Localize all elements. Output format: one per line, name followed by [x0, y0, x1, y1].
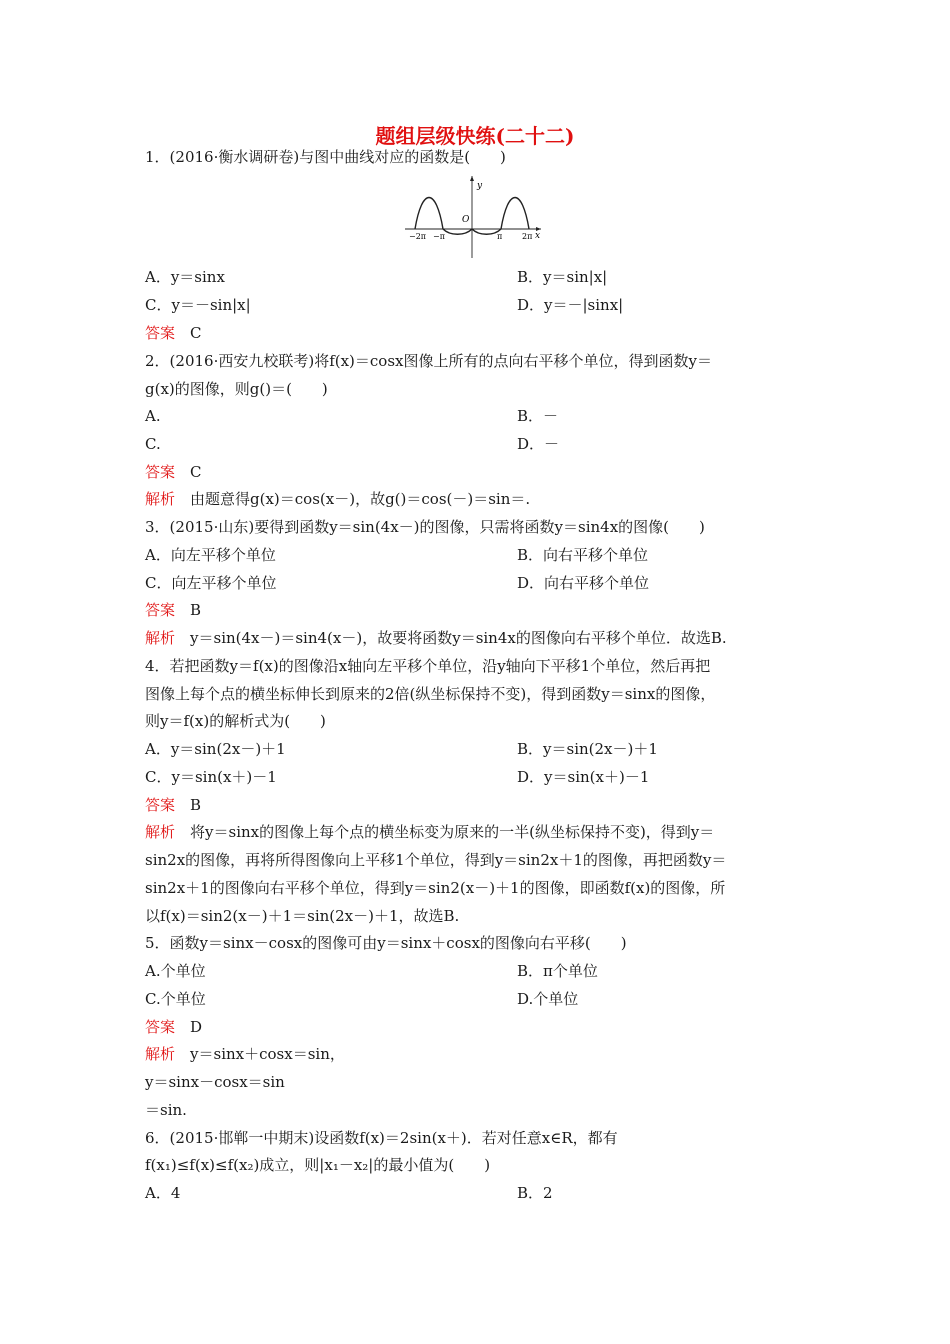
- option-c: C．向左平移个单位: [145, 574, 277, 592]
- question-text: 3．(2015·山东)要得到函数y＝sin(4x－)的图像，只需将函数y＝sin4x的图像( ): [145, 518, 705, 536]
- analysis-line: [145, 489, 530, 509]
- analysis-line: [145, 1044, 345, 1064]
- sine-curve-graph: [405, 172, 545, 260]
- analysis-text: sin2x＋1的图像向右平移个单位，得到y＝sin2(x－)＋1的图像，即函数f(x)的图像，所: [145, 879, 726, 897]
- option-b: B．向右平移个单位: [517, 546, 649, 564]
- analysis-text: y＝sinx＋cosx＝sin，: [175, 1045, 345, 1063]
- answer-line: [145, 462, 202, 482]
- question-text: 5．函数y＝sinx－cosx的图像可由y＝sinx＋cosx的图像向右平移( ): [145, 934, 627, 952]
- option-a: A．向左平移个单位: [145, 546, 276, 564]
- answer-line: [145, 1017, 202, 1037]
- answer-label: 答案: [145, 1018, 176, 1036]
- analysis-text: y＝sinx－cosx＝sin: [145, 1073, 285, 1091]
- tick-label: −π: [433, 232, 445, 241]
- option-c: C.: [145, 435, 161, 453]
- question-text: 图像上每个点的横坐标伸长到原来的2倍(纵坐标保持不变)，得到函数y＝sinx的图像，: [145, 685, 716, 703]
- tick-label: π: [497, 232, 503, 241]
- option-b: B．y＝sin|x|: [517, 268, 608, 286]
- origin-label: O: [462, 215, 470, 225]
- tick-label: −2π: [409, 232, 427, 241]
- analysis-text: y＝sin(4x－)＝sin4(x－)，故要将函数y＝sin4x的图像向右平移个单位．故选B.: [175, 629, 727, 647]
- answer-line: [145, 323, 202, 343]
- analysis-text: ＝sin.: [145, 1101, 187, 1119]
- analysis-text: 由题意得g(x)＝cos(x－)，故g()＝cos(－)＝sin＝.: [175, 490, 531, 508]
- answer-label: 答案: [145, 324, 176, 342]
- option-d: D．y＝sin(x＋)－1: [517, 768, 650, 786]
- option-d: D．y＝－|sinx|: [517, 296, 624, 314]
- question-text: 2．(2016·西安九校联考)将f(x)＝cosx图像上所有的点向右平移个单位，得到函数y＝: [145, 352, 712, 370]
- option-b: B．2: [517, 1184, 553, 1202]
- answer-line: [145, 600, 201, 620]
- question-text: f(x₁)≤f(x)≤f(x₂)成立，则|x₁－x₂|的最小值为( ): [145, 1156, 491, 1174]
- analysis-text: 以f(x)＝sin2(x－)＋1＝sin(2x－)＋1，故选B.: [145, 907, 460, 925]
- option-c: C.个单位: [145, 990, 206, 1008]
- analysis-label: 解析: [145, 629, 176, 647]
- option-a: A.个单位: [145, 962, 206, 980]
- analysis-label: 解析: [145, 490, 176, 508]
- option-d: D．向右平移个单位: [517, 574, 650, 592]
- analysis-line: [145, 822, 714, 842]
- option-a: A．4: [145, 1184, 181, 1202]
- option-c: C．y＝－sin|x|: [145, 296, 251, 314]
- analysis-text: 将y＝sinx的图像上每个点的横坐标变为原来的一半(纵坐标保持不变)，得到y＝: [175, 823, 715, 841]
- page-title: 题组层级快练(二十二): [375, 124, 575, 148]
- answer-line: [145, 795, 201, 815]
- option-a: A.: [145, 407, 161, 425]
- answer-label: 答案: [145, 796, 176, 814]
- analysis-label: 解析: [145, 823, 176, 841]
- question-text: 4．若把函数y＝f(x)的图像沿x轴向左平移个单位，沿y轴向下平移1个单位，然后再把: [145, 657, 711, 675]
- answer-value: B: [175, 601, 202, 619]
- answer-label: 答案: [145, 463, 176, 481]
- option-c: C．y＝sin(x＋)－1: [145, 768, 277, 786]
- option-d: D.个单位: [517, 990, 579, 1008]
- answer-value: C: [175, 463, 202, 481]
- answer-value: D: [175, 1018, 203, 1036]
- y-axis-label: y: [477, 181, 483, 191]
- option-b: B．－: [517, 407, 559, 425]
- question-text: 则y＝f(x)的解析式为( ): [145, 712, 326, 730]
- y-axis-arrow: [470, 176, 474, 181]
- option-a: A．y＝sinx: [145, 268, 225, 286]
- question-text: 6．(2015·邯郸一中期末)设函数f(x)＝2sin(x＋)．若对任意x∈R，都有: [145, 1129, 618, 1147]
- option-b: B．π个单位: [517, 962, 598, 980]
- analysis-label: 解析: [145, 1045, 176, 1063]
- question-text: 1．(2016·衡水调研卷)与图中曲线对应的函数是( ): [145, 148, 506, 166]
- option-a: A．y＝sin(2x－)＋1: [145, 740, 286, 758]
- option-d: D．－: [517, 435, 560, 453]
- analysis-text: sin2x的图像，再将所得图像向上平移1个单位，得到y＝sin2x＋1的图像，再把函数y＝: [145, 851, 727, 869]
- x-axis-label: x: [535, 231, 541, 241]
- question-text: g(x)的图像，则g()＝( ): [145, 380, 328, 398]
- option-b: B．y＝sin(2x－)＋1: [517, 740, 658, 758]
- answer-label: 答案: [145, 601, 176, 619]
- answer-value: C: [175, 324, 202, 342]
- tick-label: 2π: [522, 232, 533, 241]
- answer-value: B: [175, 796, 202, 814]
- analysis-line: [145, 628, 727, 648]
